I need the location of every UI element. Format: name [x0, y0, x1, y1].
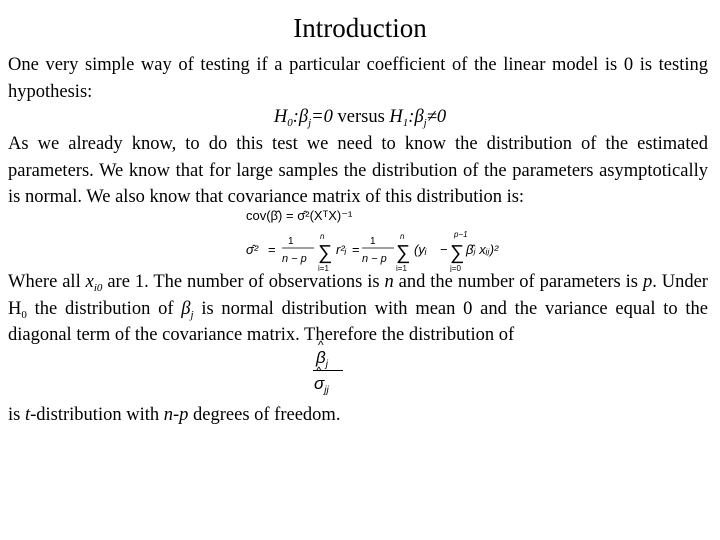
sum-lower-2: i=1: [396, 264, 407, 272]
sum-upper-1: n: [320, 232, 325, 241]
sigma-lhs: σ̂²: [246, 242, 259, 257]
h1-j: j: [423, 117, 427, 129]
sigma-equals-2: =: [352, 242, 360, 257]
sigma-hat: ^ σ: [314, 374, 324, 394]
inner-term-2: β̂ⱼ xᵢⱼ)²: [466, 242, 499, 257]
p3-x: x: [85, 272, 94, 292]
null-distribution-paragraph: [8, 269, 708, 349]
sigma-equals: =: [268, 242, 276, 257]
h0-j: j: [308, 117, 312, 129]
sum-sign-2: ∑: [396, 242, 411, 264]
frac-den-1: n − p: [282, 253, 307, 265]
h0-expr: :β: [292, 107, 309, 127]
p3-n: n: [384, 272, 394, 292]
h1-expr: :β: [408, 107, 424, 127]
p3-text-c: and the number of parameters is: [393, 272, 643, 292]
page-title: Introduction: [293, 13, 427, 43]
sum-sign-3: ∑: [450, 242, 465, 264]
p3-p: p: [642, 272, 653, 292]
p4-text-b: -distribution with: [30, 405, 164, 425]
h0-label: H: [273, 107, 288, 127]
h1-sub: 1: [402, 117, 409, 129]
p3-text-f: is normal distribution with mean 0 and the variance equal to the diagonal term of the covariance matrix. Therefore the distribution of: [8, 298, 708, 345]
frac-den-2: n − p: [362, 253, 387, 265]
fraction-denominator: [314, 374, 329, 394]
p3-beta: β: [181, 298, 191, 319]
sum-lower-3: j=0: [450, 264, 461, 272]
sum-lower-1: i=1: [318, 264, 329, 272]
beta-hat-sub: j: [325, 359, 328, 370]
minus-sign: −: [440, 242, 448, 257]
sum-sign-1: ∑: [318, 242, 333, 264]
p3-text-a: Where all: [8, 272, 86, 292]
covariance-paragraph: [8, 131, 708, 211]
p4-t: t: [24, 405, 31, 425]
frac-num-2: 1: [370, 236, 376, 247]
p4-np: n-p: [163, 405, 189, 425]
residual-term: r²ᵢ: [336, 242, 347, 257]
cov-lhs: cov(β̂): [246, 208, 283, 223]
h1-label: H: [389, 107, 403, 127]
versus-text: versus: [332, 107, 390, 127]
intro-paragraph: [8, 52, 708, 105]
p4-text-c: degrees of freedom.: [188, 405, 341, 425]
beta-hat: ^ β: [316, 348, 326, 368]
t-statistic-fraction: [310, 344, 350, 398]
p3-beta-sub: j: [190, 308, 194, 321]
cov-rhs: σ̂²(XᵀX)⁻¹: [297, 208, 353, 223]
frac-num-1: 1: [288, 236, 294, 247]
p3-text-e: the distribution of: [26, 298, 182, 319]
sum-upper-3: p−1: [454, 230, 468, 239]
covariance-text: As we already know, to do this test we need to know the distribution of the estimated parameters. We know that for large samples the distribution of the parameters asymptotically is normal. We also know that covariance matrix of this distribution is:: [8, 134, 708, 207]
h0-sub: 0: [287, 117, 293, 129]
p3-x-sub: i0: [93, 282, 103, 294]
p3-text-b: are 1. The number of observations is: [102, 272, 385, 292]
covariance-formula: [246, 208, 352, 224]
intro-text: One very simple way of testing if a particular coefficient of the linear model is 0 is testing hypothesis:: [8, 55, 708, 102]
h0-tail: =0: [311, 107, 333, 127]
cov-equals: =: [286, 208, 294, 223]
inner-term: (yᵢ: [414, 242, 427, 257]
p4-text-a: is: [8, 405, 25, 425]
sigma-formula: [244, 228, 504, 272]
p3-text-d: . Under H: [8, 272, 708, 319]
sum-upper-2: n: [400, 232, 405, 241]
p3-h0-sub: 0: [21, 308, 27, 321]
h1-tail: ≠0: [426, 107, 447, 127]
hypothesis-line: [0, 104, 720, 130]
sigma-hat-sub: jj: [324, 385, 329, 396]
conclusion-paragraph: [8, 402, 708, 429]
